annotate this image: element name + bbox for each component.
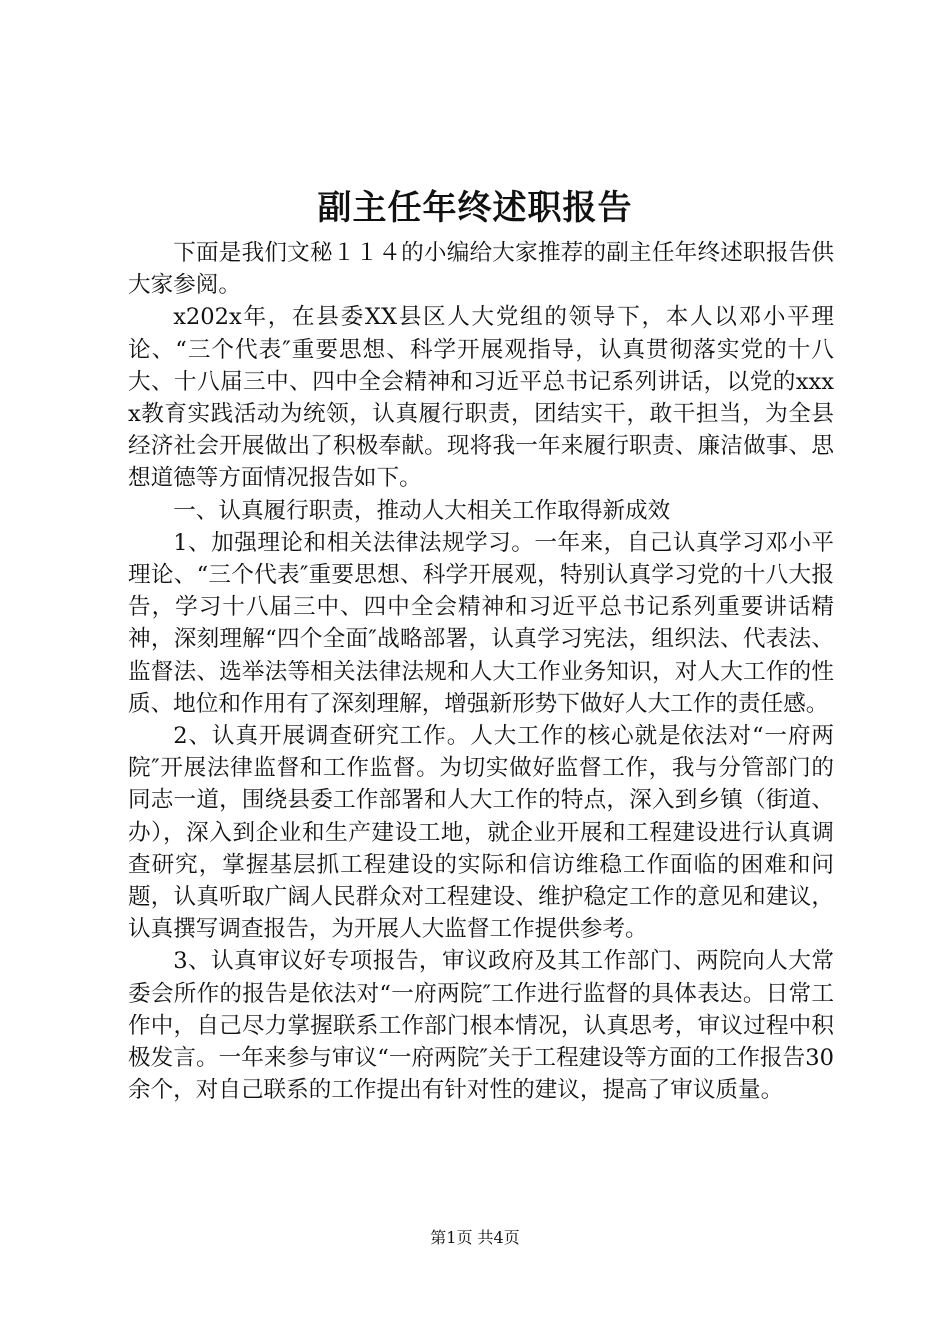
- document-title: 副主任年终述职报告: [317, 188, 633, 228]
- section-heading-1: 一、认真履行职责，推动人大相关工作取得新成效: [173, 497, 671, 524]
- document-body: [128, 237, 834, 1106]
- paragraph-intro: 下面是我们文秘１１４的小编给大家推荐的副主任年终述职报告供大家参阅。: [128, 240, 834, 299]
- paragraph-item-1: 1、加强理论和相关法律法规学习。一年来，自己认真学习邓小平理论、“三个代表″重要思想、科学开展观，特别认真学习党的十八大报告，学习十八届三中、四中全会精神和习近平总书记系列重要讲话精神，深刻理解“四个全面″战略部署，认真学习宪法，组织法、代表法、监督法、选举法等相关法律法规和人大工作业务知识，对人大工作的性质、地位和作用有了深刻理解，增强新形势下做好人大工作的责任感。: [128, 529, 834, 717]
- paragraph-overview: x202x年，在县委XX县区人大党组的领导下，本人以邓小平理论、“三个代表″重要思想、科学开展观指导，认真贯彻落实党的十八大、十八届三中、四中全会精神和习近平总书记系列讲话，以党的xxxx教育实践活动为统领，认真履行职责，团结实干，敢干担当，为全县经济社会开展做出了积极奉献。现将我一年来履行职责、廉洁做事、思想道德等方面情况报告如下。: [128, 304, 834, 492]
- paragraph-item-3: 3、认真审议好专项报告，审议政府及其工作部门、两院向人大常委会所作的报告是依法对“一府两院″工作进行监督的具体表达。日常工作中，自己尽力掌握联系工作部门根本情况，认真思考，审议过程中积极发言。一年来参与审议“一府两院″关于工程建设等方面的工作报告30余个，对自己联系的工作提出有针对性的建议，提高了审议质量。: [128, 948, 834, 1104]
- paragraph-item-2: 2、认真开展调查研究工作。人大工作的核心就是依法对“一府两院″开展法律监督和工作监督。为切实做好监督工作，我与分管部门的同志一道，围绕县委工作部署和人大工作的特点，深入到乡镇（街道、办），深入到企业和生产建设工地，就企业开展和工程建设进行认真调查研究，掌握基层抓工程建设的实际和信访维稳工作面临的困难和问题，认真听取广阔人民群众对工程建设、维护稳定工作的意见和建议，认真撰写调查报告，为开展人大监督工作提供参考。: [128, 723, 834, 943]
- page-number-footer: 第1页 共4页: [430, 1228, 520, 1247]
